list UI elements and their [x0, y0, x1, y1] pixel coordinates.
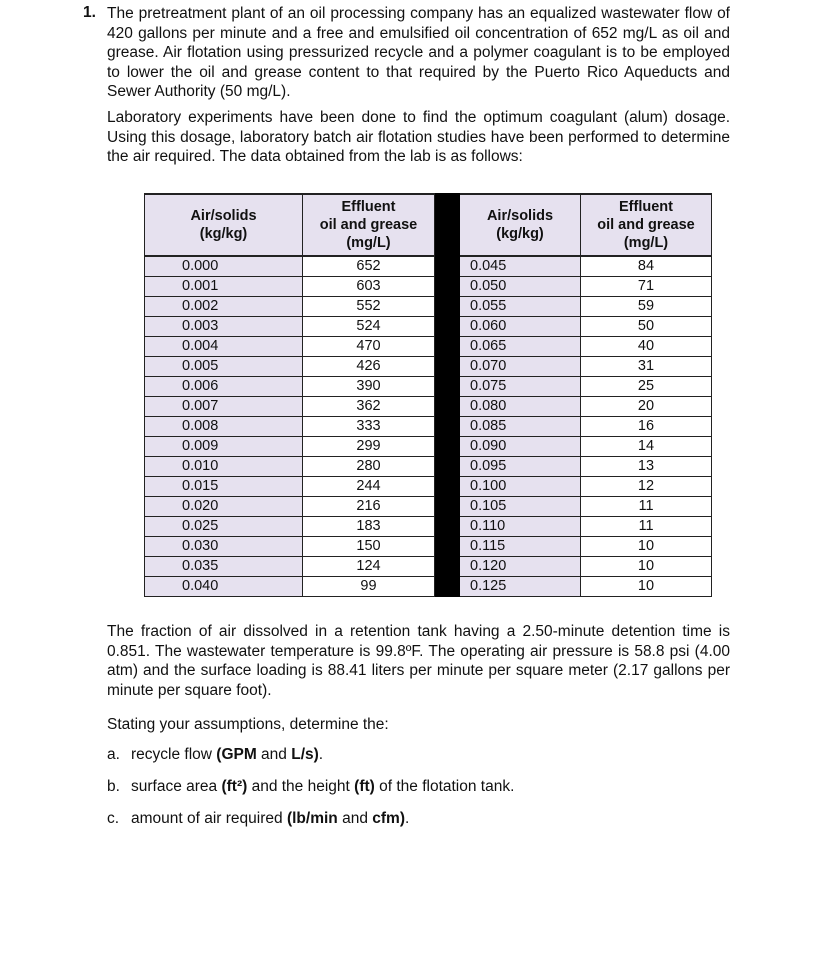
cell-right-effluent: 10 — [581, 557, 712, 577]
cell-right-airsolids: 0.110 — [460, 517, 581, 537]
cell-left-airsolids: 0.004 — [145, 337, 303, 357]
column-separator — [435, 337, 460, 357]
header-effluent-label: Effluent — [619, 199, 673, 215]
cell-left-airsolids: 0.005 — [145, 357, 303, 377]
column-separator — [435, 437, 460, 457]
table-body — [145, 256, 712, 597]
col-header-airsolids-right — [460, 194, 581, 256]
cell-left-effluent: 280 — [303, 457, 435, 477]
cell-left-effluent: 390 — [303, 377, 435, 397]
stating-line: Stating your assumptions, determine the: — [107, 716, 389, 733]
cell-left-effluent: 124 — [303, 557, 435, 577]
column-separator — [435, 256, 460, 277]
table-row — [145, 337, 712, 357]
column-separator — [435, 297, 460, 317]
cell-right-airsolids: 0.075 — [460, 377, 581, 397]
table-row — [145, 517, 712, 537]
column-separator — [435, 377, 460, 397]
cell-right-airsolids: 0.120 — [460, 557, 581, 577]
question-number: 1. — [83, 4, 96, 21]
item-c-unit-1: (lb/min — [286, 810, 338, 827]
item-c — [107, 810, 409, 828]
table-row — [145, 357, 712, 377]
table-row — [145, 256, 712, 277]
cell-left-airsolids: 0.040 — [145, 577, 303, 597]
table-row — [145, 537, 712, 557]
item-c-text: amount of air required — [131, 810, 287, 827]
cell-right-airsolids: 0.105 — [460, 497, 581, 517]
cell-left-airsolids: 0.010 — [145, 457, 303, 477]
cell-right-effluent: 11 — [581, 497, 712, 517]
cell-right-effluent: 10 — [581, 537, 712, 557]
cell-right-effluent: 12 — [581, 477, 712, 497]
cell-right-effluent: 84 — [581, 256, 712, 277]
table-row — [145, 497, 712, 517]
problem-intro-paragraph: The pretreatment plant of an oil processing company has an equalized wastewater flow of 420 gallons per minute and a free and emulsified oil concentration of 652 mg/L as oil and grease. Air flotation using pressurized recycle and a polymer coagulant is to be employed to lower the oil and grease content to that required by the Puerto Rico Aqueducts and Sewer Authority (50 mg/L). — [107, 5, 730, 101]
cell-right-effluent: 11 — [581, 517, 712, 537]
item-c-unit-2: cfm) — [372, 810, 405, 827]
column-separator — [435, 357, 460, 377]
cell-right-airsolids: 0.065 — [460, 337, 581, 357]
cell-left-airsolids: 0.035 — [145, 557, 303, 577]
table-row — [145, 277, 712, 297]
cell-right-effluent: 71 — [581, 277, 712, 297]
cell-left-effluent: 652 — [303, 256, 435, 277]
table-row — [145, 317, 712, 337]
cell-right-effluent: 16 — [581, 417, 712, 437]
col-header-airsolids-left — [145, 194, 303, 256]
header-effluent-unit: (mg/L) — [346, 235, 391, 251]
item-a-unit-1: (GPM — [216, 746, 257, 763]
cell-left-airsolids: 0.015 — [145, 477, 303, 497]
cell-right-airsolids: 0.090 — [460, 437, 581, 457]
column-separator — [435, 577, 460, 597]
cell-left-effluent: 99 — [303, 577, 435, 597]
header-effluent-label-2: oil and grease — [597, 217, 695, 233]
cell-left-airsolids: 0.008 — [145, 417, 303, 437]
cell-right-airsolids: 0.070 — [460, 357, 581, 377]
cell-right-effluent: 59 — [581, 297, 712, 317]
cell-right-effluent: 50 — [581, 317, 712, 337]
air-flotation-data-table — [144, 193, 712, 597]
item-a — [107, 746, 323, 764]
cell-left-effluent: 362 — [303, 397, 435, 417]
cell-left-airsolids: 0.025 — [145, 517, 303, 537]
column-separator — [435, 477, 460, 497]
item-b-letter: b. — [107, 778, 120, 795]
table-row — [145, 437, 712, 457]
cell-left-airsolids: 0.030 — [145, 537, 303, 557]
item-b-unit-1: (ft²) — [221, 778, 248, 795]
cell-left-effluent: 333 — [303, 417, 435, 437]
column-separator — [435, 517, 460, 537]
cell-right-effluent: 25 — [581, 377, 712, 397]
cell-left-effluent: 552 — [303, 297, 435, 317]
cell-left-effluent: 524 — [303, 317, 435, 337]
cell-left-effluent: 470 — [303, 337, 435, 357]
cell-right-airsolids: 0.080 — [460, 397, 581, 417]
cell-left-airsolids: 0.006 — [145, 377, 303, 397]
cell-right-airsolids: 0.095 — [460, 457, 581, 477]
cell-left-effluent: 299 — [303, 437, 435, 457]
cell-right-airsolids: 0.055 — [460, 297, 581, 317]
cell-left-airsolids: 0.003 — [145, 317, 303, 337]
cell-left-effluent: 183 — [303, 517, 435, 537]
header-airsolids-label: Air/solids — [190, 208, 257, 224]
column-separator — [435, 497, 460, 517]
cell-right-airsolids: 0.125 — [460, 577, 581, 597]
column-separator — [435, 194, 460, 256]
conditions-paragraph: The fraction of air dissolved in a retention tank having a 2.50-minute detention time is 0.851. The wastewater temperature is 99.8ºF. The operating air pressure is 58.8 psi (4.00 atm) and the surface loading is 88.41 liters per minute per square meter (2.17 gallons per minute per square foot). — [107, 623, 730, 699]
table-row — [145, 577, 712, 597]
cell-right-airsolids: 0.115 — [460, 537, 581, 557]
cell-right-airsolids: 0.060 — [460, 317, 581, 337]
cell-right-effluent: 13 — [581, 457, 712, 477]
column-separator — [435, 277, 460, 297]
item-c-letter: c. — [107, 810, 120, 827]
column-separator — [435, 537, 460, 557]
table-row — [145, 557, 712, 577]
cell-right-effluent: 20 — [581, 397, 712, 417]
table-header-row — [145, 194, 712, 256]
cell-right-airsolids: 0.050 — [460, 277, 581, 297]
column-separator — [435, 417, 460, 437]
cell-right-effluent: 40 — [581, 337, 712, 357]
item-b-mid: and the height — [247, 778, 355, 795]
item-b-unit-2: (ft) — [354, 778, 375, 795]
cell-left-effluent: 150 — [303, 537, 435, 557]
table-row — [145, 477, 712, 497]
item-a-end: . — [318, 746, 324, 763]
cell-left-airsolids: 0.009 — [145, 437, 303, 457]
item-a-letter: a. — [107, 746, 120, 763]
item-a-text: recycle flow — [131, 746, 217, 763]
item-c-end: . — [404, 810, 410, 827]
cell-left-effluent: 216 — [303, 497, 435, 517]
cell-right-airsolids: 0.045 — [460, 256, 581, 277]
header-effluent-unit: (mg/L) — [623, 235, 669, 251]
cell-left-effluent: 426 — [303, 357, 435, 377]
column-separator — [435, 457, 460, 477]
table-row — [145, 397, 712, 417]
col-header-effluent-right — [581, 194, 712, 256]
cell-left-airsolids: 0.000 — [145, 256, 303, 277]
header-effluent-label: Effluent — [341, 199, 396, 215]
cell-left-airsolids: 0.020 — [145, 497, 303, 517]
column-separator — [435, 317, 460, 337]
cell-left-effluent: 603 — [303, 277, 435, 297]
cell-left-airsolids: 0.007 — [145, 397, 303, 417]
lab-experiments-paragraph: Laboratory experiments have been done to find the optimum coagulant (alum) dosage. Using this dosage, laboratory batch air flotation studies have been performed to determine the air required. The data obtained from the lab is as follows: — [107, 109, 730, 166]
header-airsolids-unit: (kg/kg) — [496, 226, 544, 242]
cell-left-effluent: 244 — [303, 477, 435, 497]
cell-left-airsolids: 0.001 — [145, 277, 303, 297]
table-row — [145, 417, 712, 437]
item-a-unit-2: L/s) — [291, 746, 319, 763]
header-effluent-label-2: oil and grease — [319, 217, 418, 233]
item-a-mid: and — [256, 746, 292, 763]
table-row — [145, 297, 712, 317]
item-b-end: of the flotation tank. — [374, 778, 515, 795]
col-header-effluent-left — [303, 194, 435, 256]
cell-left-airsolids: 0.002 — [145, 297, 303, 317]
table-row — [145, 457, 712, 477]
cell-right-effluent: 14 — [581, 437, 712, 457]
column-separator — [435, 397, 460, 417]
cell-right-effluent: 10 — [581, 577, 712, 597]
header-airsolids-label: Air/solids — [486, 208, 554, 224]
header-airsolids-unit: (kg/kg) — [199, 226, 248, 242]
cell-right-airsolids: 0.100 — [460, 477, 581, 497]
cell-right-airsolids: 0.085 — [460, 417, 581, 437]
table-row — [145, 377, 712, 397]
item-c-mid: and — [337, 810, 373, 827]
item-b-text: surface area — [131, 778, 222, 795]
cell-right-effluent: 31 — [581, 357, 712, 377]
item-b — [107, 778, 514, 796]
column-separator — [435, 557, 460, 577]
